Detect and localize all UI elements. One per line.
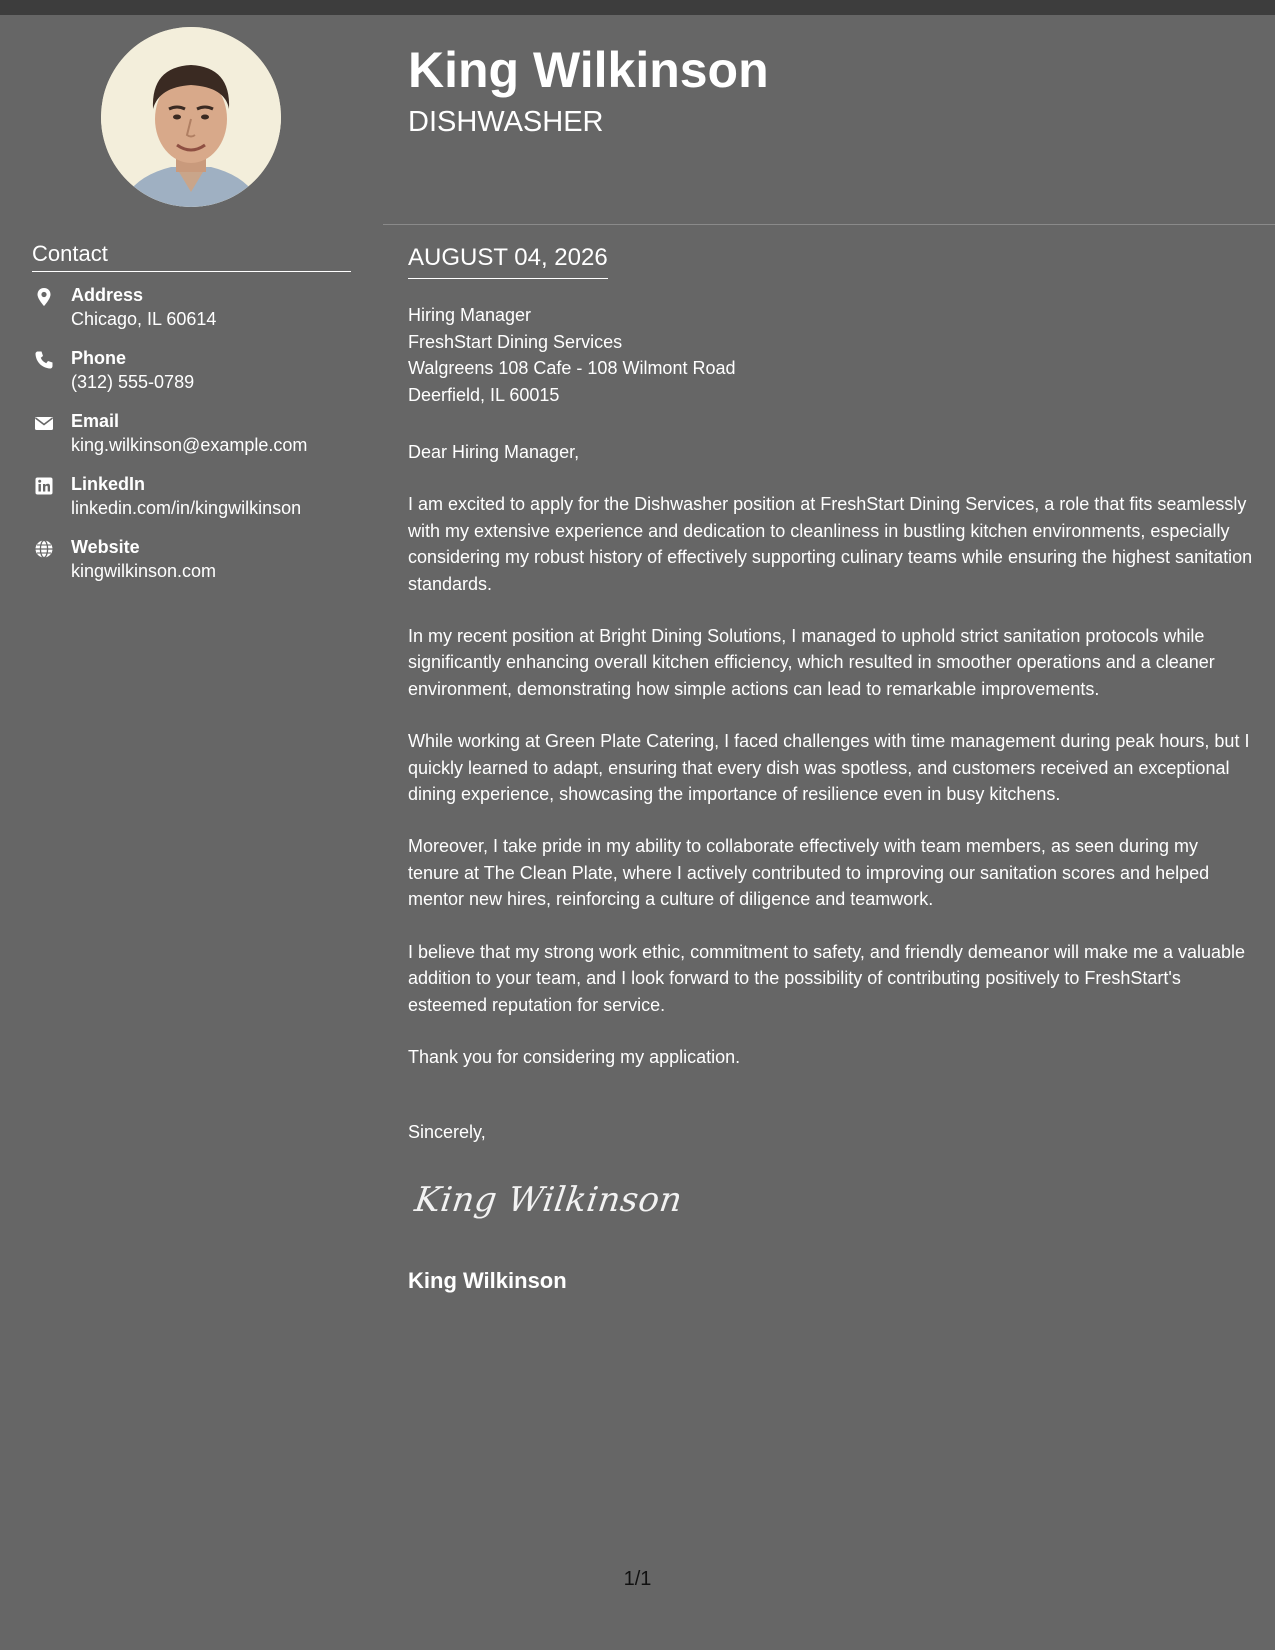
header-divider [383, 224, 1275, 225]
sidebar [0, 15, 383, 1650]
map-pin-icon [34, 287, 54, 307]
letter-body [408, 439, 1253, 1096]
cover-letter-page [0, 15, 1275, 1650]
contact-list [32, 285, 362, 600]
page-number: 1/1 [623, 1568, 652, 1590]
top-bar [0, 0, 1275, 15]
body-paragraph: In my recent position at Bright Dining Solutions, I managed to uphold strict sanitation protocols while significantly enhancing overall kitchen efficiency, which resulted in smoother operations and a cleaner environment, demonstrating how simple actions can lead to remarkable improvements. [408, 626, 1215, 699]
recipient-line: FreshStart Dining Services [408, 331, 623, 352]
body-paragraph: I believe that my strong work ethic, commitment to safety, and friendly demeanor will make me a valuable addition to your team, and I look forward to the possibility of contributing positively to FreshStart's esteemed reputation for service. [408, 941, 1246, 1015]
globe-icon [34, 539, 54, 559]
contact-heading: Contact [32, 241, 351, 272]
recipient-line: Hiring Manager [408, 305, 532, 325]
contact-label: Phone [71, 348, 127, 368]
contact-value: Chicago, IL 60614 [71, 309, 217, 329]
contact-value[interactable]: linkedin.com/in/kingwilkinson [71, 498, 302, 518]
phone-icon [34, 350, 54, 370]
contact-value[interactable]: kingwilkinson.com [71, 561, 217, 581]
closing: Sincerely, [408, 1122, 486, 1142]
envelope-icon [34, 413, 54, 433]
linkedin-icon [34, 476, 54, 496]
body-paragraph: Moreover, I take pride in my ability to collaborate effectively with team members, as seen during my tenure at The Clean Plate, where I actively contributed to improving our sanitation scores and helped mentor new hires, reinforcing a culture of diligence and teamwork. [408, 836, 1210, 910]
letter-date: AUGUST 04, 2026 [408, 244, 608, 279]
body-paragraph: I am excited to apply for the Dishwasher position at FreshStart Dining Services, a role that fits seamlessly with my extensive experience and dedication to cleanliness in bustling kitchen environments, especially considering my robust history of effectively supporting culinary teams while ensuring the highest sanitation standards. [408, 494, 1253, 594]
contact-item-address [32, 285, 362, 348]
profile-photo [101, 27, 281, 207]
contact-label: LinkedIn [71, 474, 146, 494]
contact-value[interactable]: king.wilkinson@example.com [71, 435, 308, 455]
contact-item-phone [32, 348, 362, 411]
contact-item-email [32, 411, 362, 474]
body-paragraph: Thank you for considering my application. [408, 1046, 741, 1067]
recipient-line: Walgreens 108 Cafe - 108 Wilmont Road [408, 358, 736, 378]
contact-item-linkedin [32, 474, 362, 537]
contact-item-website [32, 537, 362, 600]
contact-value: (312) 555-0789 [71, 372, 195, 392]
body-paragraph: While working at Green Plate Catering, I faced challenges with time management during peak hours, but I quickly learned to adapt, ensuring that every dish was spotless, and customers received an exceptional dining experience, showcasing the importance of resilience even in busy kitchens. [408, 731, 1250, 805]
greeting: Dear Hiring Manager, [408, 442, 580, 462]
recipient-block [408, 302, 736, 408]
signed-name: King Wilkinson [408, 1268, 567, 1293]
job-title: DISHWASHER [408, 106, 604, 138]
contact-label: Address [71, 285, 144, 305]
contact-label: Website [71, 537, 140, 557]
recipient-line: Deerfield, IL 60015 [408, 384, 560, 405]
signature: King Wilkinson [412, 1180, 685, 1220]
applicant-name: King Wilkinson [408, 42, 769, 98]
contact-label: Email [71, 411, 120, 431]
